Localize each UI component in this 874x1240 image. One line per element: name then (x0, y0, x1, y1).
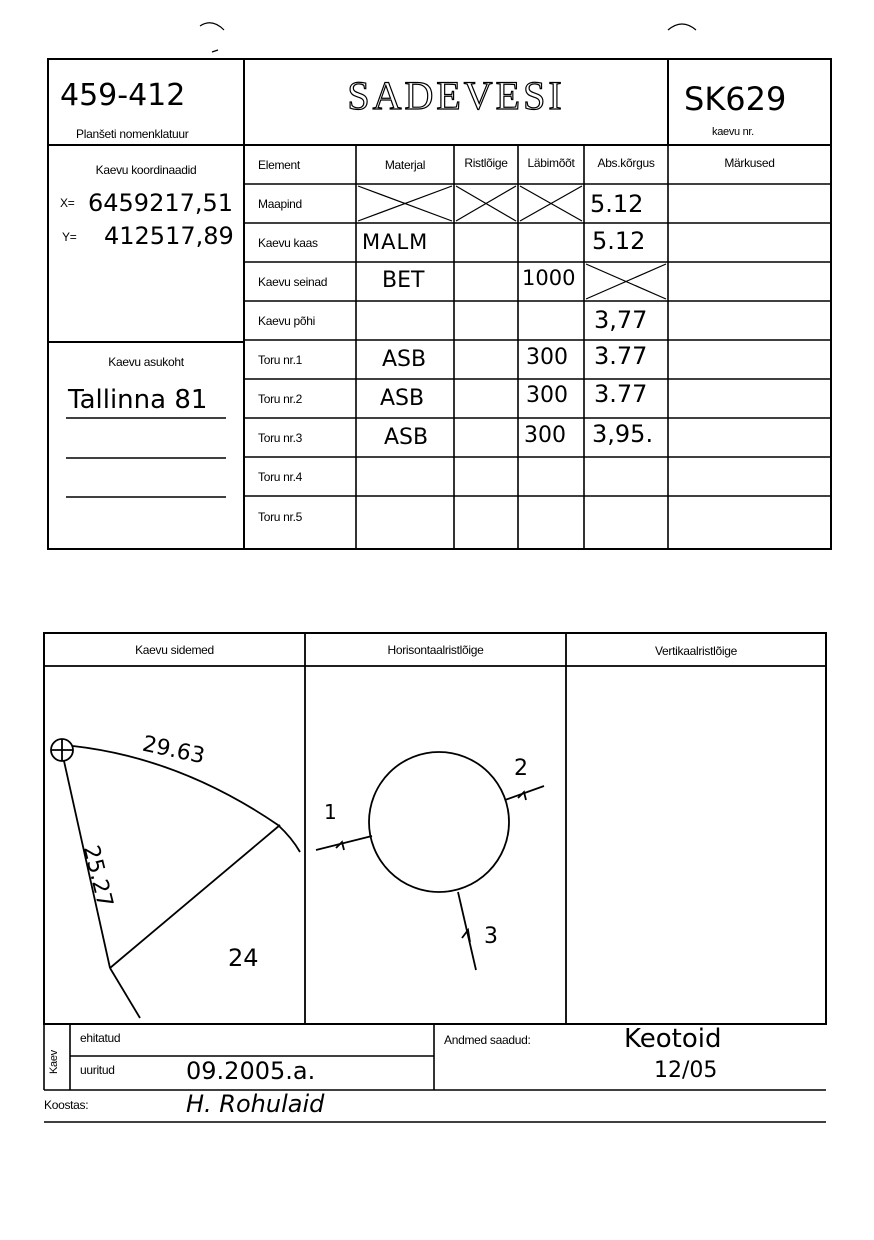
row-material: BET (382, 268, 425, 293)
col-header-cross-section: Ristlõige (464, 156, 508, 170)
compiler-value: H. Rohulaid (186, 1090, 325, 1118)
sheet-number: 459-412 (60, 78, 186, 113)
built-label: ehitatud (80, 1031, 121, 1045)
location-value: Tallinna 81 (68, 385, 208, 415)
x-value: 6459217,51 (88, 189, 234, 217)
cross-section-sketch (316, 752, 544, 970)
row-diameter: 300 (526, 383, 568, 408)
sheet-label: Planšeti nomenklatuur (76, 127, 189, 141)
x-label: X= (60, 196, 75, 210)
tie-distance-label: 25.27 (77, 842, 118, 911)
well-side-label: Kaev (48, 1050, 60, 1074)
row-diameter: 300 (524, 423, 566, 448)
page-title: SADEVESI (347, 73, 565, 118)
row-element-label: Toru nr.4 (258, 470, 302, 484)
col-header-notes: Märkused (724, 156, 775, 170)
data-received-label: Andmed saadud: (444, 1033, 531, 1047)
col-header-material: Materjal (384, 158, 426, 172)
row-element-label: Kaevu kaas (258, 236, 318, 250)
data-received-date: 12/05 (654, 1058, 718, 1083)
row-element-label: Maapind (258, 197, 302, 211)
row-abs-height: 3,77 (594, 306, 648, 334)
row-material: ASB (384, 425, 429, 450)
y-value: 412517,89 (104, 222, 234, 250)
surveyed-label: uuritud (80, 1063, 115, 1077)
row-element-label: Kaevu põhi (258, 314, 316, 328)
well-number-label: kaevu nr. (712, 126, 754, 138)
pipe-label: 1 (324, 800, 337, 824)
well-number: SK629 (684, 80, 787, 118)
col-header-element: Element (258, 158, 300, 172)
pipe-label: 3 (484, 924, 498, 949)
tie-distance-label: 24 (228, 944, 259, 972)
compiler-label: Koostas: (44, 1098, 89, 1112)
coordinates-label: Kaevu koordinaadid (95, 163, 197, 177)
row-element-label: Kaevu seinad (258, 275, 328, 289)
row-element-label: Toru nr.1 (258, 353, 302, 367)
row-abs-height: 3.77 (594, 342, 648, 370)
ties-header: Kaevu sidemed (135, 643, 214, 657)
row-material: MALM (362, 230, 429, 254)
row-material: ASB (380, 386, 425, 411)
row-abs-height: 3.77 (594, 380, 648, 408)
y-label: Y= (62, 230, 77, 244)
pipe-label: 2 (514, 756, 528, 781)
row-element-label: Toru nr.2 (258, 392, 302, 406)
data-received-value: Keotoid (624, 1024, 722, 1054)
horizontal-section-header: Horisontaalristlõige (387, 643, 484, 657)
row-abs-height: 5.12 (590, 190, 644, 218)
row-abs-height: 5.12 (592, 227, 646, 255)
row-diameter: 1000 (522, 266, 576, 290)
row-abs-height: 3,95. (592, 420, 654, 448)
surveyed-value: 09.2005.a. (186, 1057, 316, 1085)
location-label: Kaevu asukoht (108, 355, 184, 369)
row-element-label: Toru nr.3 (258, 431, 302, 445)
col-header-diameter: Läbimõõt (527, 156, 575, 170)
row-material: ASB (382, 347, 427, 372)
row-diameter: 300 (526, 345, 568, 370)
vertical-section-header: Vertikaalristlõige (655, 644, 737, 658)
col-header-abs-height: Abs.kõrgus (597, 156, 655, 170)
row-element-label: Toru nr.5 (258, 510, 302, 524)
tie-distance-label: 29.63 (140, 731, 207, 770)
